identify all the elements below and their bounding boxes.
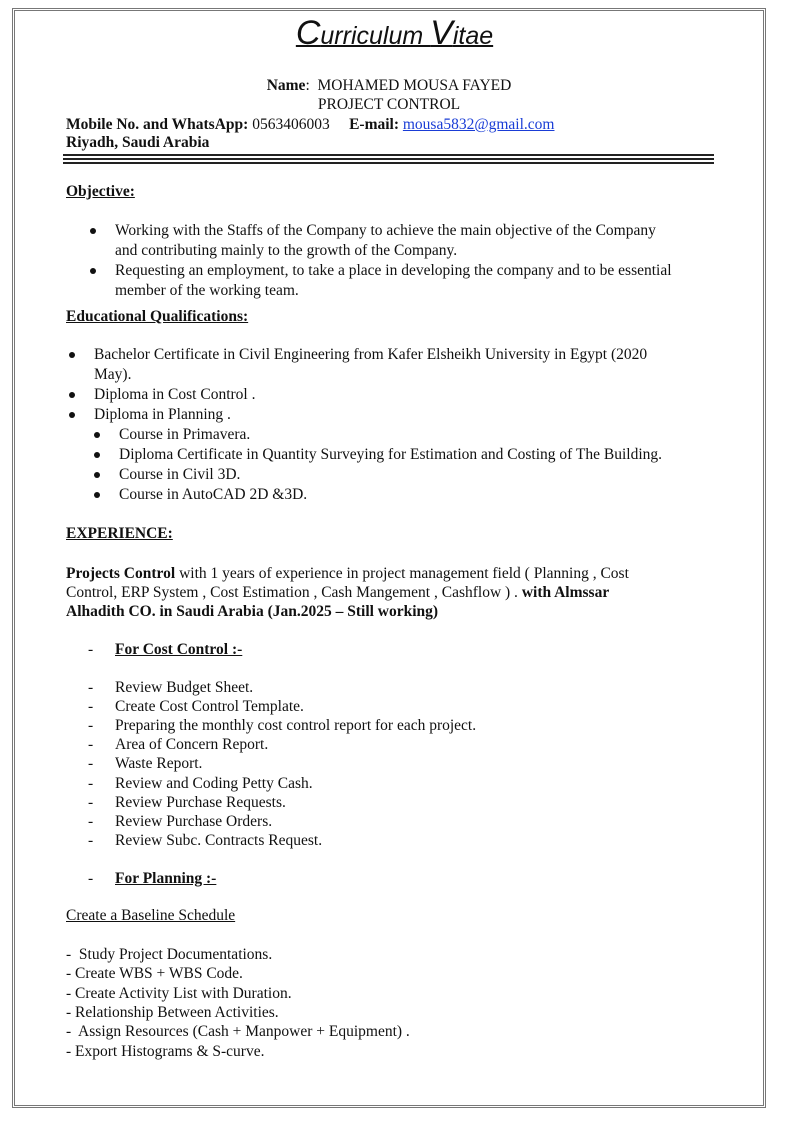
- cost-control-item: Waste Report.: [115, 755, 203, 773]
- objective-item: Requesting an employment, to take a place in developing the company and to be essential: [115, 262, 672, 279]
- subheading-planning: For Planning :-: [115, 870, 217, 887]
- dash: -: [88, 698, 94, 716]
- dash: -: [88, 793, 94, 811]
- divider: [63, 158, 714, 160]
- name-line: Name: MOHAMED MOUSA FAYED: [266, 77, 512, 94]
- experience-summary: Alhadith CO. in Saudi Arabia (Jan.2025 – Still working): [66, 603, 439, 620]
- subheading-baseline: Create a Baseline Schedule: [66, 907, 236, 924]
- dash: -: [88, 774, 94, 792]
- document-title: Curriculum Vitae: [295, 14, 494, 52]
- cost-control-item: Review Subc. Contracts Request.: [115, 831, 323, 849]
- dash: -: [88, 831, 94, 849]
- cost-control-item: Preparing the monthly cost control report for each project.: [115, 717, 477, 735]
- dash: -: [88, 717, 94, 735]
- baseline-item: - Relationship Between Activities.: [66, 1003, 279, 1021]
- baseline-item: - Assign Resources (Cash + Manpower + Equipment) .: [66, 1023, 410, 1041]
- dash: -: [88, 679, 94, 696]
- contact-line: Mobile No. and WhatsApp: 0563406003 E-mail: mousa5832@gmail.com: [66, 116, 555, 133]
- education-item: Diploma in Planning .: [94, 406, 231, 423]
- experience-summary: Control, ERP System , Cost Estimation , Cash Mangement , Cashflow ) . with Almssar: [66, 584, 610, 601]
- dash: -: [88, 755, 94, 773]
- cost-control-item: Review Purchase Requests.: [115, 793, 286, 811]
- cost-control-item: Review Budget Sheet.: [115, 679, 254, 696]
- baseline-item: - Export Histograms & S-curve.: [66, 1042, 265, 1060]
- education-sub-item: Course in Primavera.: [119, 426, 251, 443]
- education-sub-item: Course in AutoCAD 2D &3D.: [119, 486, 308, 503]
- dash: -: [88, 736, 94, 754]
- education-item: Diploma in Cost Control .: [94, 386, 256, 403]
- cost-control-item: Area of Concern Report.: [115, 736, 269, 754]
- dash: -: [88, 870, 94, 887]
- dash: -: [88, 641, 94, 658]
- location: Riyadh, Saudi Arabia: [66, 134, 210, 151]
- baseline-item: - Study Project Documentations.: [66, 946, 273, 963]
- section-heading-education: Educational Qualifications:: [66, 308, 249, 325]
- email-link[interactable]: mousa5832@gmail.com: [402, 116, 555, 133]
- divider: [63, 162, 714, 164]
- subheading-cost-control: For Cost Control :-: [115, 641, 243, 658]
- page-border: [12, 8, 766, 1108]
- objective-item: Working with the Staffs of the Company to achieve the main objective of the Company: [115, 222, 656, 239]
- dash: -: [88, 812, 94, 830]
- education-sub-item: Course in Civil 3D.: [119, 466, 241, 483]
- education-item: May).: [94, 366, 132, 383]
- education-item: Bachelor Certificate in Civil Engineering from Kafer Elsheikh University in Egypt (2020: [94, 346, 648, 363]
- education-sub-item: Diploma Certificate in Quantity Surveying for Estimation and Costing of The Building.: [119, 446, 662, 463]
- experience-summary: Projects Control with 1 years of experience in project management field ( Planning , Cost: [66, 565, 629, 582]
- position: PROJECT CONTROL: [317, 96, 461, 113]
- objective-item: and contributing mainly to the growth of the Company.: [115, 242, 458, 259]
- divider: [63, 154, 714, 156]
- cost-control-item: Review Purchase Orders.: [115, 812, 273, 830]
- baseline-item: - Create WBS + WBS Code.: [66, 965, 243, 983]
- section-heading-experience: EXPERIENCE:: [66, 525, 173, 542]
- cost-control-item: Review and Coding Petty Cash.: [115, 774, 313, 792]
- objective-item: member of the working team.: [115, 282, 299, 299]
- baseline-item: - Create Activity List with Duration.: [66, 984, 292, 1002]
- cost-control-item: Create Cost Control Template.: [115, 698, 304, 716]
- section-heading-objective: Objective:: [66, 183, 135, 200]
